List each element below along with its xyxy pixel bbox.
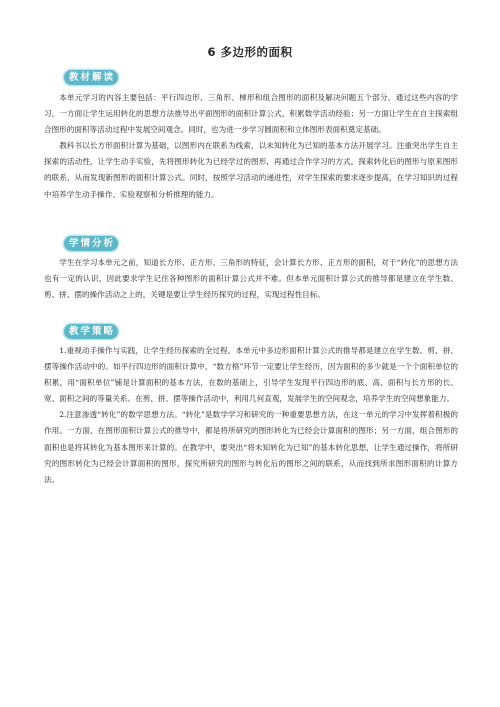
badge-char: 教 xyxy=(69,72,79,83)
badge-char: 解 xyxy=(92,72,102,83)
badge-char: 学 xyxy=(80,326,91,337)
section-learner-analysis xyxy=(44,255,458,303)
section-badge-teaching-strategy xyxy=(64,324,118,339)
badge-char: 教 xyxy=(69,326,79,337)
badge-char: 材 xyxy=(80,72,91,83)
section-badge-textbook-reading xyxy=(64,70,118,85)
badge-char: 读 xyxy=(103,72,114,83)
badge-char: 略 xyxy=(103,326,114,337)
paragraph: 学生在学习本单元之前，知道长方形、正方形、三角形的特征，会计算长方形、正方形的面积，对于“转化”的思想方法也有一定的认识，因此要求学生记住各种图形的面积计算公式并不难。但本单元面积计算公式的推导都是建立在学生数、剪、拼、摆的操作活动之上的，关键是要让学生经历探究的过程，实现过程性目标。 xyxy=(44,258,458,300)
badge-char: 策 xyxy=(92,326,102,337)
badge-char: 析 xyxy=(103,238,114,249)
page-title: 6 多边形的面积 xyxy=(207,45,293,59)
badge-char: 分 xyxy=(92,238,102,249)
paragraph: 本单元学习的内容主要包括：平行四边形、三角形、梯形和组合图形的面积及解决问题五个部分。通过这些内容的学习，一方面让学生运用转化的思想方法推导出平面图形的面积计算公式，积累数学活动经验；另一方面让学生在自主探索组合图形的面积等活动过程中发展空间观念。同时，也为进一步学习圆面积和立体图形表面积奠定基础。 xyxy=(44,93,458,135)
section-teaching-strategy xyxy=(44,343,458,488)
paragraph: 2.注意渗透“转化”的数学思想方法。“转化”是数学学习和研究的一种重要思想方法，在这一单元的学习中发挥着积极的作用。一方面，在图形面积计算公式的推导中，都是将所研究的图形转化为已经会计算面积的图形；另一方面，组合图形的面积也是将其转化为基本图形来计算的。在教学中，要突出“将未知转化为已知”的基本转化思想，让学生通过操作，将所研究的图形转化为已经会计算面积的图形，探究所研究的图形与转化后的图形之间的联系，从而找到所求图形面积的计算方法。 xyxy=(44,410,458,484)
badge-char: 情 xyxy=(80,238,91,249)
badge-char: 学 xyxy=(69,238,79,249)
section-textbook-reading xyxy=(44,90,458,203)
paragraph: 教科书以长方形面积计算为基础，以图形内在联系为线索，以未知转化为已知的基本方法开展学习。注重突出学生自主探索的活动性，让学生动手实验，先将图形转化为已经学过的图形，再通过合作学习的方式，探索转化后的图形与原来图形的联系，从而发现新图形的面积计算公式。同时，按照学习活动的递进性，对学生探索的要求逐步提高，在学习知识的过程中培养学生动手操作、实验观察和分析推理的能力。 xyxy=(44,141,458,199)
section-badge-learner-analysis xyxy=(64,236,118,251)
paragraph: 1.重视动手操作与实践，让学生经历探索的全过程。本单元中多边形面积计算公式的推导都是建立在学生数、剪、拼、摆等操作活动中的。如平行四边形的面积计算中，“数方格”环节一定要让学生经历，因为面积的多少就是一个个面积单位的积累，用“面积单位”铺是计算面积的基本方法，在数的基础上，引导学生发现平行四边形的底、高、面积与长方形的长、宽、面积之间的等量关系。在剪、拼、摆等操作活动中，利用几何直观，发展学生的空间观念，培养学生的空间想象能力。 xyxy=(44,346,458,404)
